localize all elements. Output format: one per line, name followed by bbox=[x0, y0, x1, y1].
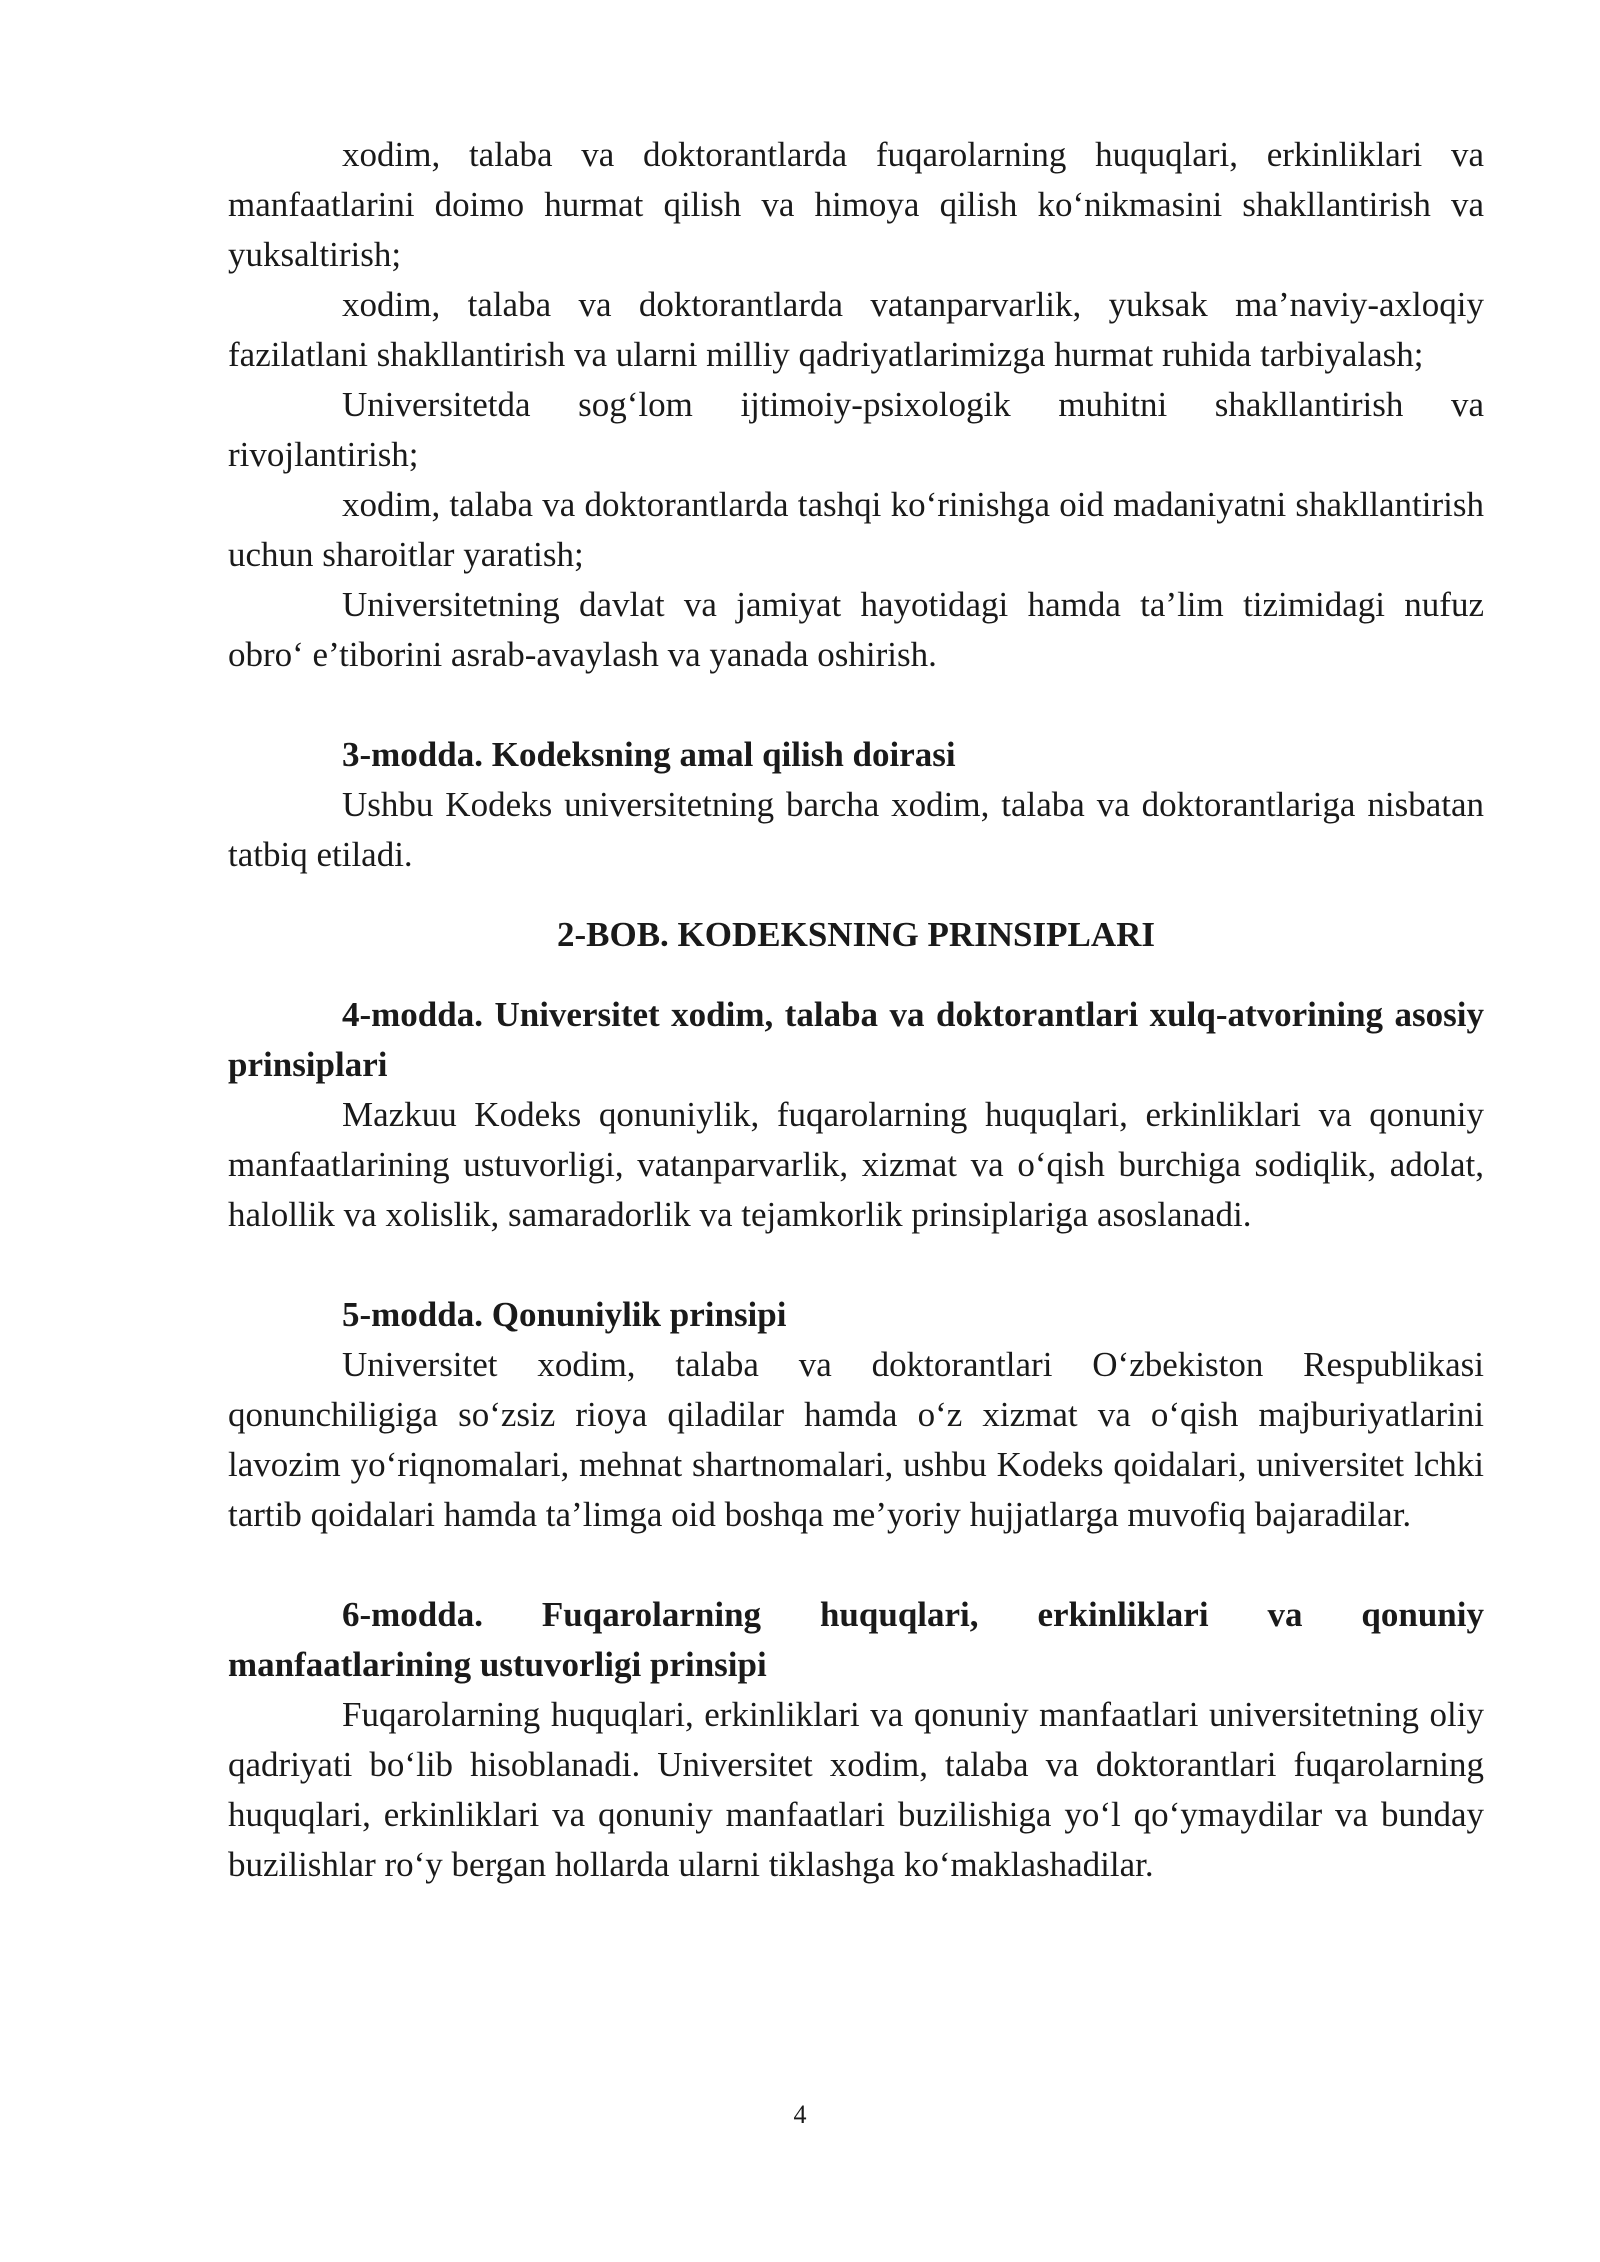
intro-paragraph-5: Universitetning davlat va jamiyat hayotidagi hamda ta’lim tizimidagi nufuz obro‘ e’tiborini asrab-avaylash va yanada oshirish. bbox=[228, 585, 1484, 674]
intro-paragraph-1: xodim, talaba va doktorantlarda fuqarolarning huquqlari, erkinliklari va manfaatlarini doimo hurmat qilish va himoya qilish ko‘nikmasini shakllantirish va yuksaltirish; bbox=[228, 135, 1484, 274]
spacer bbox=[228, 880, 1484, 910]
page-content bbox=[228, 130, 1484, 1890]
intro-paragraph-2: xodim, talaba va doktorantlarda vatanparvarlik, yuksak ma’naviy-axloqiy fazilatlani shakllantirish va ularni milliy qadriyatlarimizga hurmat ruhida tarbiyalash; bbox=[228, 285, 1484, 374]
article-3-heading: 3-modda. Kodeksning amal qilish doirasi bbox=[342, 735, 956, 774]
page-number: 4 bbox=[793, 2100, 807, 2129]
spacer bbox=[228, 960, 1484, 990]
article-5-heading: 5-modda. Qonuniylik prinsipi bbox=[342, 1295, 787, 1334]
article-5-text: Universitet xodim, talaba va doktorantlari O‘zbekiston Respublikasi qonunchiligiga so‘zsiz rioya qiladilar hamda o‘z xizmat va o‘qish majburiyatlarini lavozim yo‘riqnomalari, mehnat shartnomalari, ushbu Kodeks qoidalari, universitet lchki tartib qoidalari hamda ta’limga oid boshqa me’yoriy hujjatlarga muvofiq bajaradilar. bbox=[228, 1345, 1484, 1534]
intro-paragraph-4: xodim, talaba va doktorantlarda tashqi ko‘rinishga oid madaniyatni shakllantirish uchun sharoitlar yaratish; bbox=[228, 485, 1484, 574]
article-4-text: Mazkuu Kodeks qonuniylik, fuqarolarning huquqlari, erkinliklari va qonuniy manfaatlarining ustuvorligi, vatanparvarlik, xizmat va o‘qish burchiga sodiqlik, adolat, halollik va xolislik, samaradorlik va tejamkorlik prinsiplariga asoslanadi. bbox=[228, 1095, 1484, 1234]
spacer bbox=[228, 1240, 1484, 1290]
spacer bbox=[228, 1540, 1484, 1590]
spacer bbox=[228, 680, 1484, 730]
article-4-heading: 4-modda. Universitet xodim, talaba va doktorantlari xulq-atvorining asosiy prinsiplari bbox=[228, 995, 1484, 1084]
article-3-text: Ushbu Kodeks universitetning barcha xodim, talaba va doktorantlariga nisbatan tatbiq etiladi. bbox=[228, 785, 1484, 874]
article-6-heading: 6-modda. Fuqarolarning huquqlari, erkinliklari va qonuniy manfaatlarining ustuvorligi prinsipi bbox=[228, 1595, 1484, 1684]
article-6-text: Fuqarolarning huquqlari, erkinliklari va qonuniy manfaatlari universitetning oliy qadriyati bo‘lib hisoblanadi. Universitet xodim, talaba va doktorantlari fuqarolarning huquqlari, erkinliklari va qonuniy manfaatlari buzilishiga yo‘l qo‘ymaydilar va bunday buzilishlar ro‘y bergan hollarda ularni tiklashga ko‘maklashadilar. bbox=[228, 1695, 1484, 1884]
intro-paragraph-3: Universitetda sog‘lom ijtimoiy-psixologik muhitni shakllantirish va rivojlantirish; bbox=[228, 385, 1484, 474]
chapter-2-title: 2-BOB. KODEKSNING PRINSIPLARI bbox=[556, 915, 1155, 954]
